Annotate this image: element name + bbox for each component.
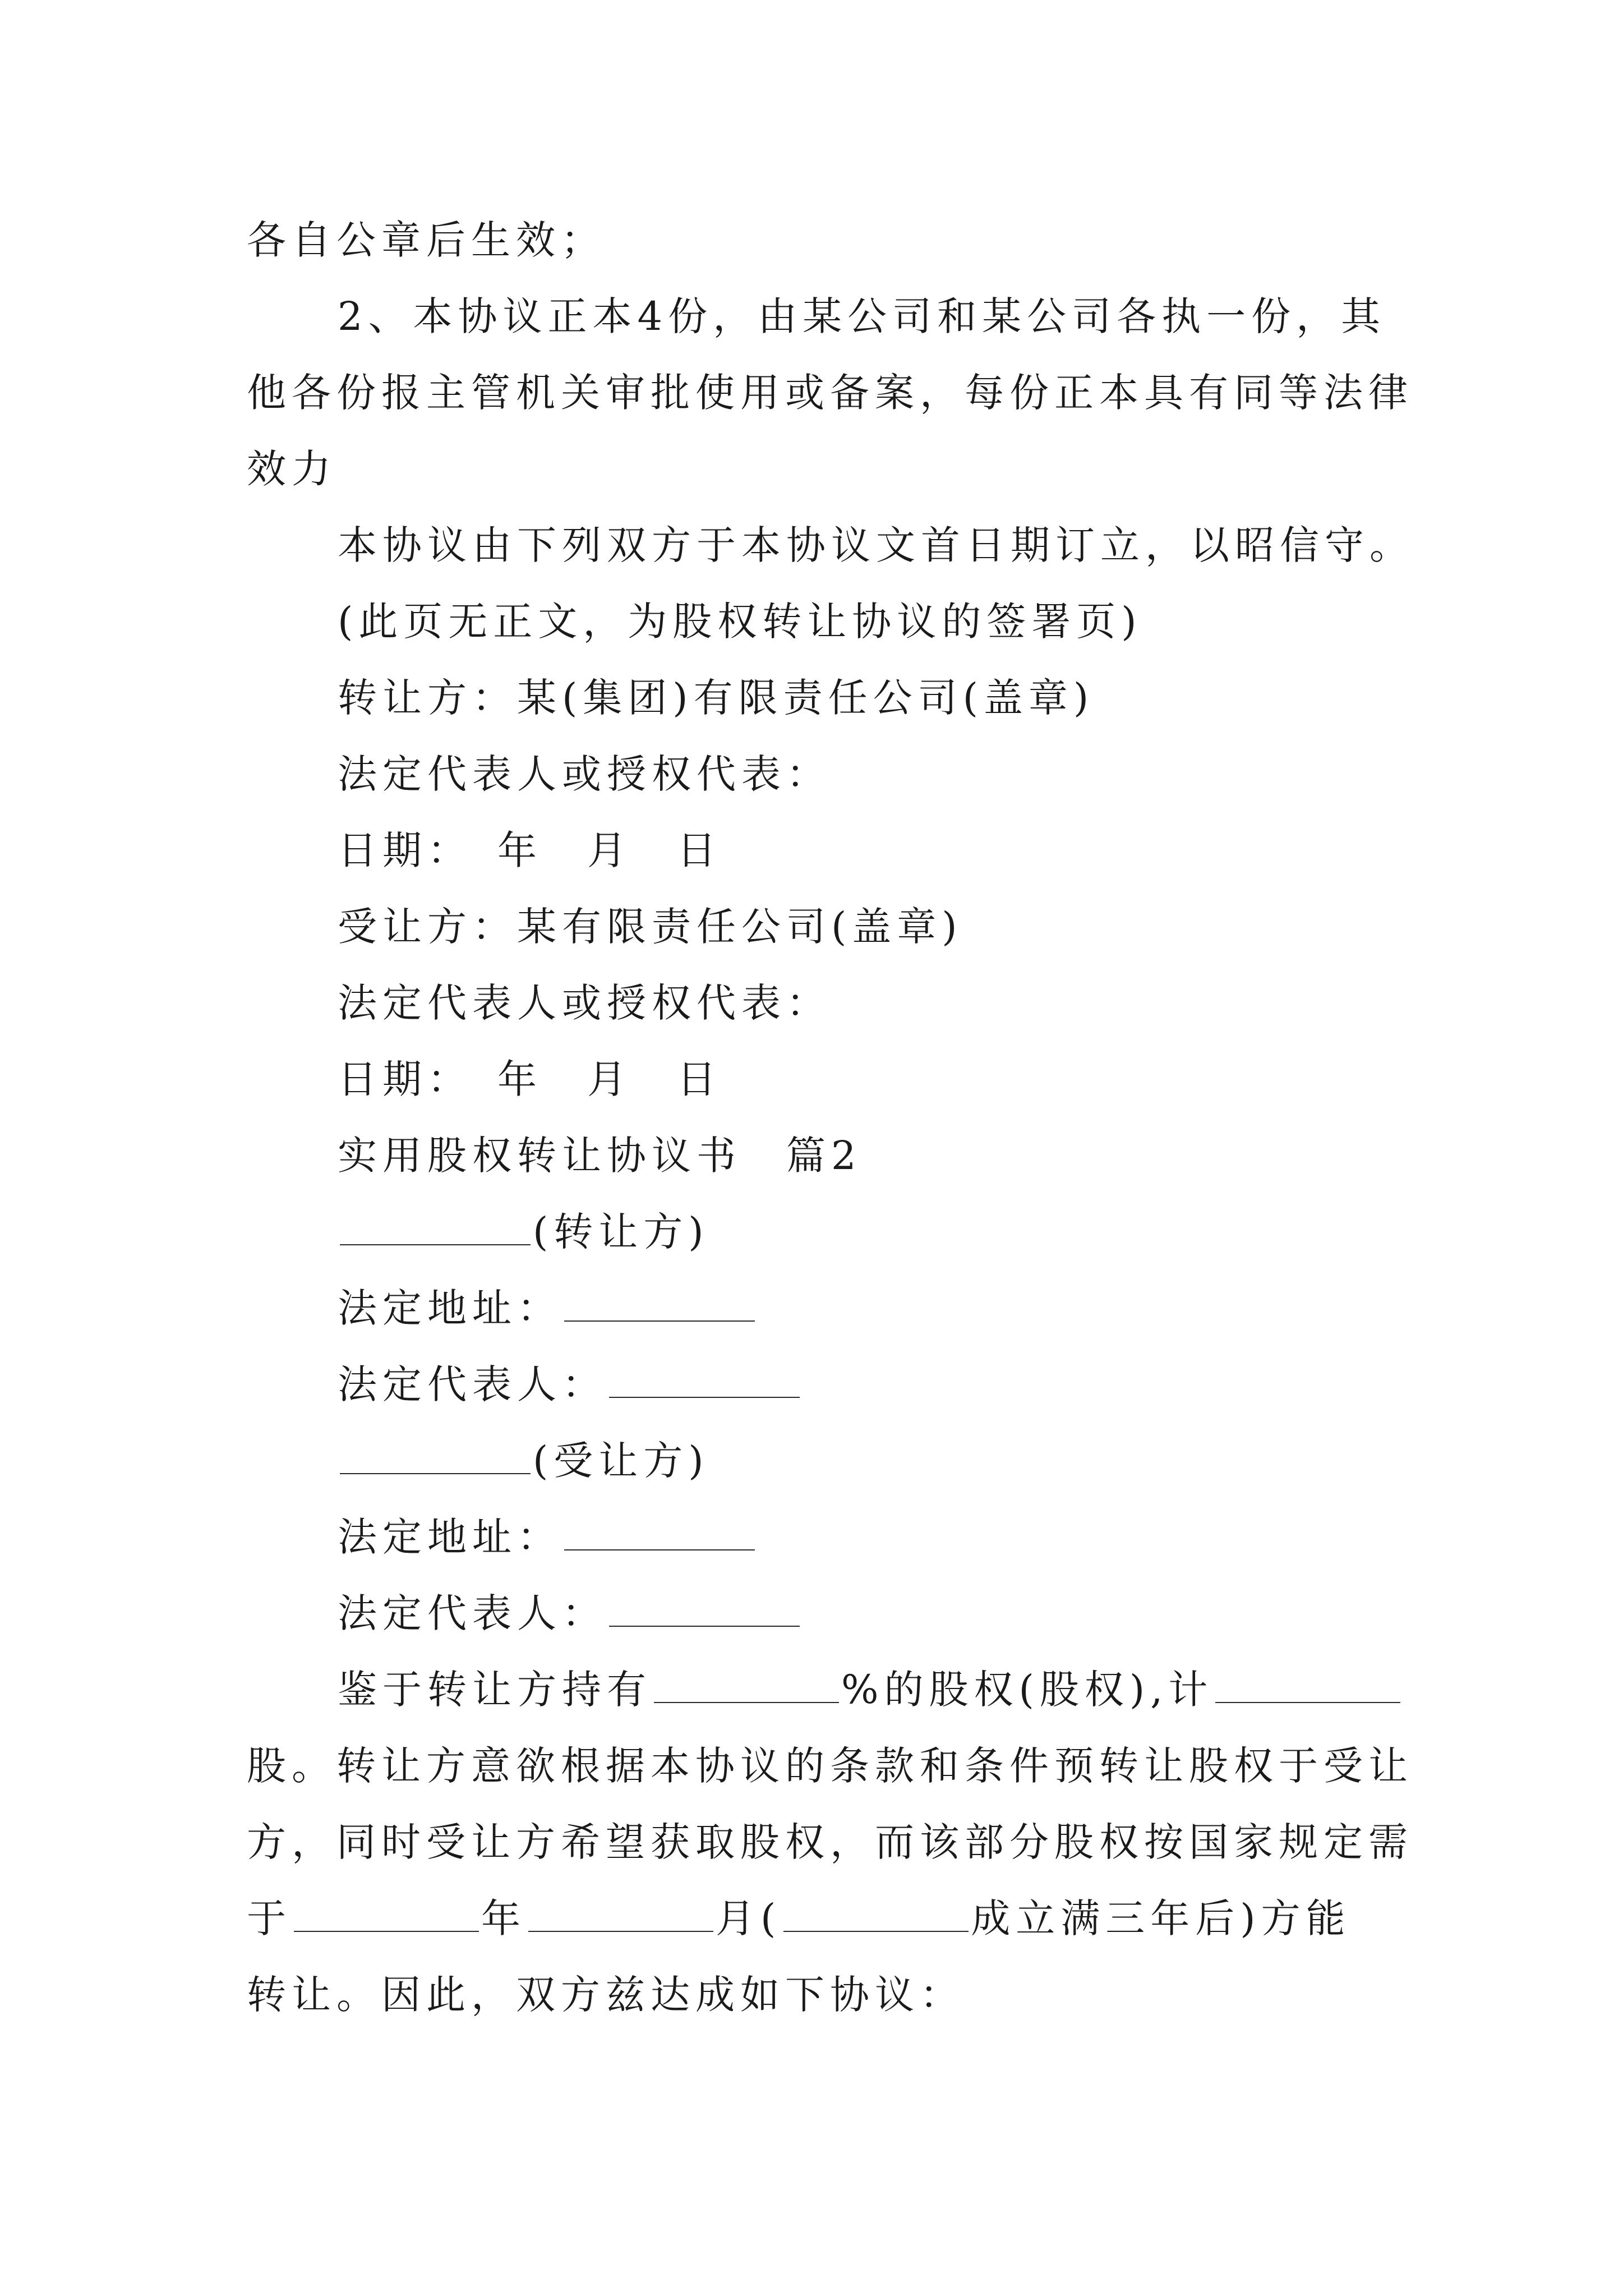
section-heading (247, 1117, 1380, 1194)
text-line (247, 1499, 1380, 1575)
text-segment: %的股权(股权),计 (841, 1667, 1214, 1713)
text-segment: 成立满三年后)方能 (971, 1895, 1351, 1941)
blank-line (783, 1930, 969, 1932)
blank-line (294, 1930, 479, 1932)
text-segment: 2、本协议正本4份，由某公司和某公司各执一份，其 (338, 293, 1386, 339)
text-line (247, 278, 1386, 355)
text-segment: 日期： 年 月 日 (338, 827, 722, 873)
text-segment: 年 (481, 1895, 526, 1941)
text-segment: 实用股权转让协议书 篇2 (338, 1133, 862, 1179)
text-line (247, 965, 1380, 1041)
text-line (247, 812, 1380, 889)
text-line (247, 1423, 1380, 1499)
text-line (247, 583, 1380, 660)
text-line (247, 1270, 1380, 1346)
text-line (247, 1346, 1380, 1423)
text-segment: 法定代表人： (338, 1361, 607, 1407)
text-segment: 转让方：某(集团)有限责任公司(盖章) (338, 675, 1095, 721)
text-segment: 月( (716, 1895, 782, 1941)
blank-line (609, 1396, 800, 1398)
text-line (247, 1880, 1380, 1957)
text-segment: 效力 (247, 446, 336, 492)
blank-line (609, 1625, 800, 1627)
text-segment: 法定代表人： (338, 1590, 607, 1636)
text-line (247, 889, 1380, 965)
blank-line (654, 1701, 839, 1703)
text-line (247, 1651, 1380, 1728)
text-line (247, 355, 1413, 431)
blank-line (340, 1473, 531, 1474)
text-line (247, 202, 1380, 278)
text-segment: 股。转让方意欲根据本协议的条款和条件预转让股权于受让 (247, 1743, 1413, 1789)
text-line (247, 1957, 1380, 2033)
text-segment: (此页无正文，为股权转让协议的签署页) (338, 599, 1142, 645)
text-segment: 法定地址： (338, 1514, 562, 1560)
blank-line (564, 1549, 755, 1550)
text-segment: 于 (247, 1895, 292, 1941)
blank-line (528, 1930, 713, 1932)
text-line (247, 1575, 1380, 1651)
text-line (247, 1041, 1380, 1117)
text-segment: 方，同时受让方希望获取股权，而该部分股权按国家规定需 (247, 1819, 1413, 1865)
text-segment: (转让方) (533, 1209, 709, 1255)
text-segment: 本协议由下列双方于本协议文首日期订立，以昭信守。 (338, 522, 1414, 568)
text-segment: 他各份报主管机关审批使用或备案，每份正本具有同等法律 (247, 370, 1413, 416)
text-segment: 法定代表人或授权代表： (338, 751, 831, 797)
text-segment: 转让。因此，双方兹达成如下协议： (247, 1972, 965, 2018)
text-segment: 法定地址： (338, 1285, 562, 1331)
text-segment: 受让方：某有限责任公司(盖章) (338, 904, 963, 950)
text-line (247, 1194, 1380, 1270)
text-line (247, 431, 1380, 507)
text-segment: 日期： 年 月 日 (338, 1056, 722, 1102)
text-line (247, 736, 1380, 812)
text-segment: 法定代表人或授权代表： (338, 980, 831, 1026)
text-segment: 鉴于转让方持有 (338, 1667, 652, 1713)
text-line (247, 507, 1414, 583)
blank-line (1215, 1701, 1400, 1703)
blank-line (340, 1244, 531, 1245)
blank-line (564, 1320, 755, 1322)
text-segment: (受让方) (533, 1438, 709, 1484)
document-body (247, 202, 1414, 2033)
text-line (247, 1728, 1413, 1804)
text-line (247, 1804, 1413, 1880)
text-line (247, 660, 1380, 736)
text-segment: 各自公章后生效； (247, 217, 606, 263)
